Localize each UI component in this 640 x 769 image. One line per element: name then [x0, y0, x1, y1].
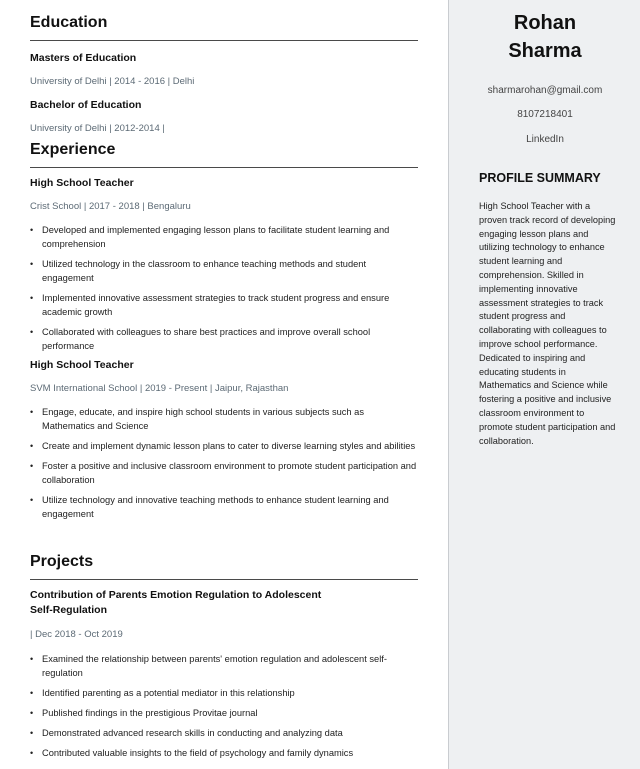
resume-sidebar — [448, 0, 640, 769]
project-meta: | Dec 2018 - Oct 2019 — [30, 629, 123, 640]
section-divider — [30, 40, 418, 41]
list-item: • Contributed valuable insights to the field of psychology and family dynamics — [30, 746, 418, 760]
job-entry — [30, 176, 418, 191]
profile-summary-text: High School Teacher with a proven track record of developing engaging lesson plans and utilizing technology to enhance student learning and comprehension. Skilled in implementing innovative assessment strategies to track student progress and collaborating with colleagues to improve school performance. Dedicated to inspiring and educating students in Mathematics and Science while fostering a positive and inclusive classroom environment to promote student participation and collaboration. — [479, 201, 616, 446]
list-item: • Implemented innovative assessment strategies to track student progress and ensure academic growth — [30, 291, 418, 319]
list-item: • Create and implement dynamic lesson plans to cater to diverse learning styles and abilities — [30, 439, 418, 453]
list-item: • Developed and implemented engaging lesson plans to facilitate student learning and comprehension — [30, 223, 418, 251]
list-item: • Demonstrated advanced research skills in conducting and analyzing data — [30, 726, 418, 740]
list-item: • Identified parenting as a potential mediator in this relationship — [30, 686, 418, 700]
section-title-experience: Experience — [30, 141, 116, 158]
experience-section — [30, 141, 418, 168]
linkedin-link[interactable]: LinkedIn — [526, 134, 564, 145]
list-item: • Published findings in the prestigious Provitae journal — [30, 706, 418, 720]
education-entry-meta — [30, 76, 418, 87]
projects-section — [30, 553, 418, 580]
section-divider — [30, 167, 418, 168]
education-entry — [30, 98, 418, 113]
degree-meta: University of Delhi | 2014 - 2016 | Delhi — [30, 76, 195, 87]
contact-email[interactable]: sharmarohan@gmail.com — [487, 85, 603, 96]
education-section — [30, 14, 418, 41]
project-meta-row — [30, 629, 418, 640]
contact-phone: 8107218401 — [517, 109, 573, 120]
list-item: • Examined the relationship between parents' emotion regulation and adolescent self-regulation — [30, 652, 418, 680]
job-entry — [30, 358, 418, 373]
job-meta: SVM International School | 2019 - Present | Jaipur, Rajasthan — [30, 383, 289, 394]
list-item: • Foster a positive and inclusive classroom environment to promote student participation and collaboration — [30, 459, 418, 487]
education-entry — [30, 51, 418, 66]
job-meta-row — [30, 201, 418, 212]
job-meta-row — [30, 383, 418, 394]
project-entry — [30, 588, 340, 618]
degree-meta: University of Delhi | 2012-2014 | — [30, 123, 165, 134]
list-item: • Collaborated with colleagues to share best practices and improve overall school performance — [30, 325, 418, 353]
candidate-name — [449, 9, 640, 65]
first-name: Rohan — [513, 12, 577, 34]
job-meta: Crist School | 2017 - 2018 | Bengaluru — [30, 201, 191, 212]
degree-title: Bachelor of Education — [30, 99, 142, 111]
section-title-projects: Projects — [30, 553, 94, 570]
profile-summary-title: PROFILE SUMMARY — [479, 171, 601, 185]
job-role: High School Teacher — [30, 177, 134, 189]
resume-main-column — [30, 0, 418, 769]
job-role: High School Teacher — [30, 359, 134, 371]
list-item: • Engage, educate, and inspire high school students in various subjects such as Mathematics and Science — [30, 405, 418, 433]
last-name: Sharma — [508, 40, 582, 62]
list-item: • Utilized technology in the classroom to enhance teaching methods and student engagement — [30, 257, 418, 285]
degree-title: Masters of Education — [30, 52, 137, 64]
section-divider — [30, 579, 418, 580]
job-bullets — [30, 405, 418, 527]
section-title-education: Education — [30, 14, 108, 31]
project-name: Contribution of Parents Emotion Regulation to Adolescent Self-Regulation — [30, 589, 322, 616]
project-bullets — [30, 652, 418, 766]
job-bullets — [30, 223, 418, 359]
education-entry-meta — [30, 123, 418, 134]
list-item: • Utilize technology and innovative teaching methods to enhance student learning and engagement — [30, 493, 418, 521]
